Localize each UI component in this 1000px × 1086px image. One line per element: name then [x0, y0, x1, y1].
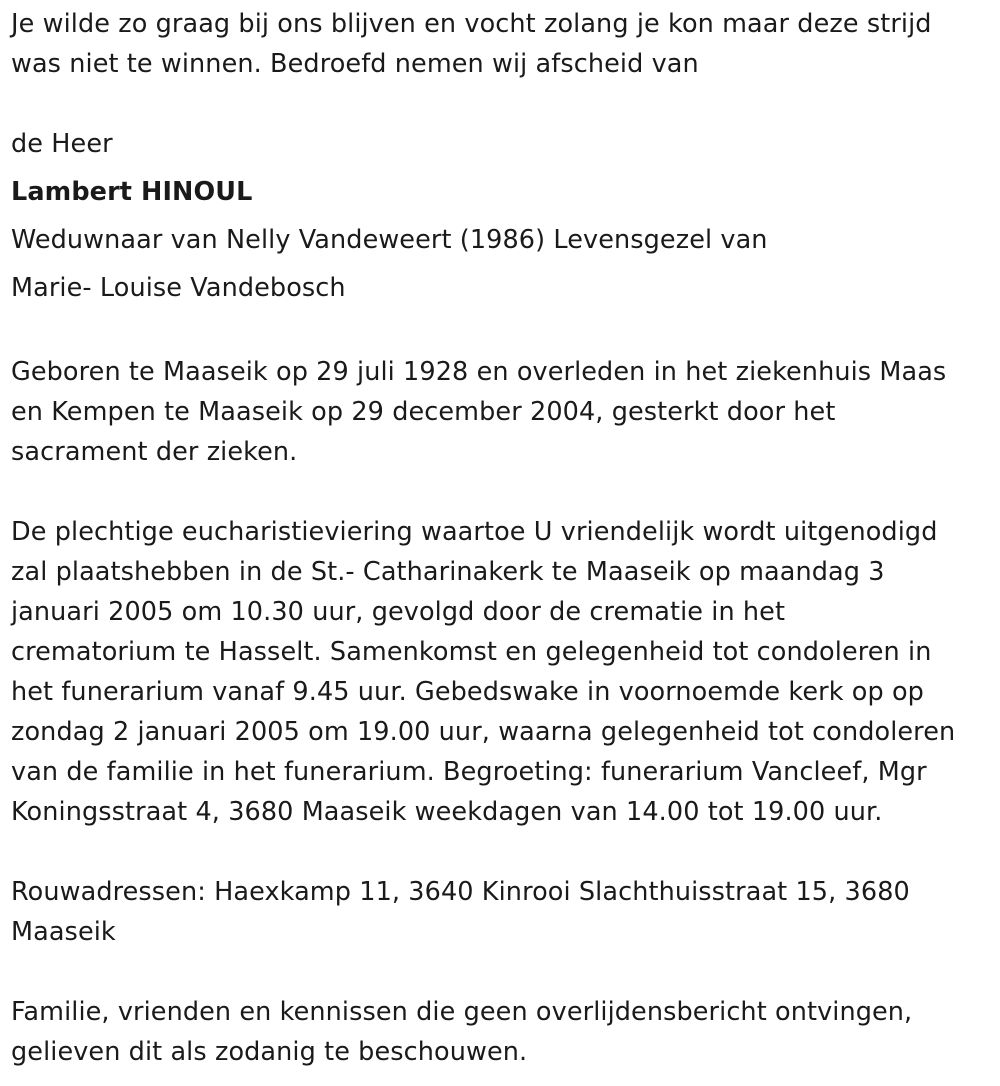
deceased-name: Lambert HINOUL — [11, 177, 253, 207]
closing-paragraph — [11, 992, 991, 1072]
text-line: het funerarium vanaf 9.45 uur. Gebedswake in voornoemde kerk op op — [11, 677, 924, 707]
honorific: de Heer — [11, 129, 113, 159]
addresses-paragraph — [11, 872, 991, 952]
text-line: van de familie in het funerarium. Begroeting: funerarium Vancleef, Mgr — [11, 757, 927, 787]
text-line: Koningsstraat 4, 3680 Maaseik weekdagen van 14.00 tot 19.00 uur. — [11, 797, 883, 827]
paragraph-spacer — [11, 472, 991, 512]
text-line: zondag 2 januari 2005 om 19.00 uur, waarna gelegenheid tot condoleren — [11, 717, 956, 747]
text-line: gelieven dit als zodanig te beschouwen. — [11, 1037, 528, 1067]
relation-paragraph — [11, 216, 991, 312]
text-line: januari 2005 om 10.30 uur, gevolgd door de crematie in het — [11, 597, 786, 627]
intro-paragraph — [11, 4, 991, 84]
text-line: was niet te winnen. Bedroefd nemen wij afscheid van — [11, 49, 699, 79]
text-line: en Kempen te Maaseik op 29 december 2004, gesterkt door het — [11, 397, 836, 427]
text-line: sacrament der zieken. — [11, 437, 298, 467]
text-line: De plechtige eucharistieviering waartoe U vriendelijk wordt uitgenodigd — [11, 517, 938, 547]
text-line: zal plaatshebben in de St.- Catharinakerk te Maaseik op maandag 3 — [11, 557, 885, 587]
obituary-notice — [11, 4, 991, 1072]
text-line: Familie, vrienden en kennissen die geen overlijdensbericht ontvingen, — [11, 997, 913, 1027]
text-line: Maaseik — [11, 917, 116, 947]
paragraph-spacer — [11, 832, 991, 872]
paragraph-spacer — [11, 312, 991, 352]
paragraph-spacer — [11, 952, 991, 992]
text-line: crematorium te Hasselt. Samenkomst en gelegenheid tot condoleren in — [11, 637, 932, 667]
ceremony-paragraph — [11, 512, 991, 832]
text-line: Weduwnaar van Nelly Vandeweert (1986) Levensgezel van — [11, 225, 768, 255]
birth-death-paragraph — [11, 352, 991, 472]
paragraph-spacer — [11, 84, 991, 124]
text-line: Je wilde zo graag bij ons blijven en vocht zolang je kon maar deze strijd — [11, 9, 932, 39]
text-line: Geboren te Maaseik op 29 juli 1928 en overleden in het ziekenhuis Maas — [11, 357, 947, 387]
text-line: Rouwadressen: Haexkamp 11, 3640 Kinrooi Slachthuisstraat 15, 3680 — [11, 877, 910, 907]
text-line: Marie- Louise Vandebosch — [11, 273, 346, 303]
